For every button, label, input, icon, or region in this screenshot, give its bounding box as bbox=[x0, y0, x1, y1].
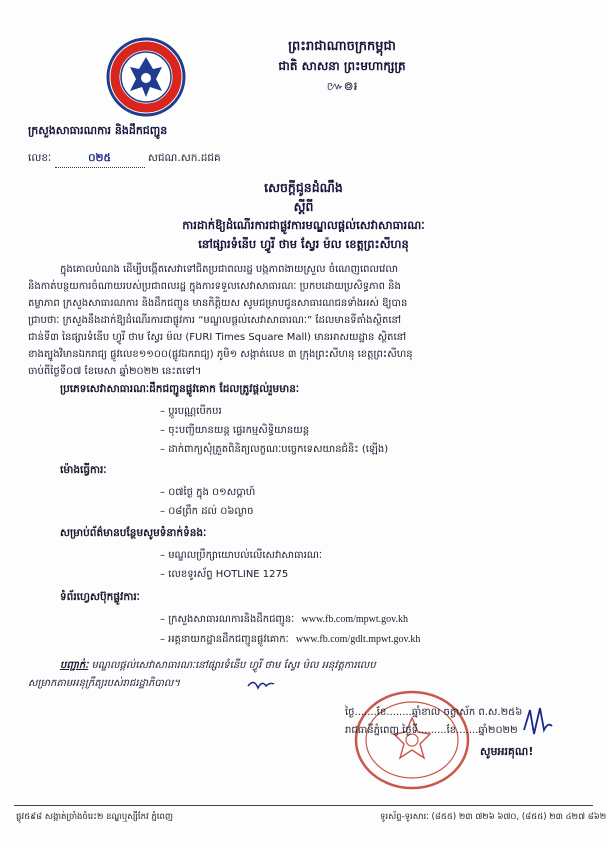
facebook-link[interactable]: www.fb.com/mpwt.gov.kh bbox=[301, 614, 409, 625]
body-line: តម្លាភាព ក្រសួងសាធារណការ និងដឹកជញ្ជូន មានកិត្តិយស សូមជម្រាបជូនសាធារណជនទាំងអស់ ឱ្យបាន bbox=[28, 298, 408, 309]
contact-item: – មណ្ឌលប្រឹក្សាយោបល់លើសេវាសាធារណៈ bbox=[160, 550, 323, 561]
footer-phone: ទូរស័ព្ទ-ទូរសារៈ (៨៥៥) ២៣ ៧២៦ ៦៧០, (៨៥៥) ២៣ ៤២៧ ៨៦២ bbox=[380, 812, 607, 822]
national-motto: ជាតិ សាសនា ព្រះមហាក្សត្រ bbox=[278, 59, 406, 73]
service-item: – ប្តូរបណ្ណបើកបរ bbox=[160, 406, 222, 417]
hours-item: – ០៧ថ្ងៃ ក្នុង ០១សប្តាហ៍ bbox=[160, 487, 256, 498]
reference-number: ០២៥ bbox=[55, 152, 145, 168]
signature bbox=[520, 700, 554, 748]
facebook-link[interactable]: www.fb.com/gdlt.mpwt.gov.kh bbox=[295, 634, 421, 645]
lunar-date: ថ្ងៃ.......ខែ........ឆ្នាំខាល ចត្វាស័ក ព.ស.២៥៦ bbox=[345, 707, 523, 718]
notice-location: នៅផ្សារទំនើប ហ្វូរី ថាម ស្វែរ ម៉ល ខេត្តព្រះសីហនុ bbox=[198, 237, 409, 251]
facebook-heading: ទំព័រហ្វេសប៊ុកផ្លូវការៈ bbox=[60, 591, 140, 603]
service-item: – ដាក់ពាក្យសុំត្រួតពិនិត្យលក្ខណៈបច្ចេកទេសយានជំនិះ (ឡើង) bbox=[160, 444, 389, 455]
ministry-name: ក្រសួងសាធារណការ និងដឹកជញ្ជូន bbox=[28, 124, 168, 137]
facebook-item: – អគ្គនាយកដ្ឋានដឹកជញ្ជូនផ្លូវគោកៈ www.fb.com/gdlt.mpwt.gov.kh bbox=[160, 634, 421, 645]
hours-heading: ម៉ោងធ្វើការៈ bbox=[60, 464, 107, 476]
header-ornament: ៚៙៛ bbox=[326, 79, 358, 93]
service-item: – ចុះបញ្ជីយានយន្ត ផ្ទេរកម្មសិទ្ធិយានយន្ត bbox=[160, 425, 310, 436]
official-seal bbox=[352, 688, 472, 792]
reference-line bbox=[28, 152, 221, 168]
note-line: សម្រាកតាមអនុក្រឹត្យរបស់រាជរដ្ឋាភិបាល។ bbox=[28, 678, 181, 689]
contact-heading: សម្រាប់ព័ត៌មានបន្ថែមសូមទំនាក់ទំនងៈ bbox=[60, 527, 207, 539]
footer-address: ផ្លូវ៥៩៨ សង្កាត់ច្រាំងចំរេះ២ ខណ្ឌឬស្សីកែវ ភ្នំពេញ bbox=[16, 812, 173, 822]
body-line: និងកាត់បន្ថយការចំណាយរបស់ប្រជាពលរដ្ឋ ក្នុងការទទួលសេវាសាធារណៈ ប្រកបដោយប្រសិទ្ធភាព និង bbox=[28, 281, 401, 292]
notice-subject-label: ស្តីពី bbox=[293, 199, 314, 214]
footer-divider bbox=[14, 805, 593, 806]
kingdom-title: ព្រះរាជាណាចក្រកម្ពុជា bbox=[288, 39, 396, 54]
notice-title: សេចក្តីជូនដំណឹង bbox=[264, 180, 343, 195]
reference-label: លេខៈ bbox=[28, 152, 52, 164]
body-line: ក្នុងគោលបំណង ដើម្បីបង្កើតសេវាទៅជិតប្រជាពលរដ្ឋ បង្កភាពងាយស្រួល ចំណេញពេលវេលា bbox=[60, 264, 399, 275]
note-line: បញ្ជាក់ៈ មណ្ឌលផ្តល់សេវាសាធារណៈនៅផ្សារទំនើប ហ្វូរី ថាម ស្វែរ ម៉ល អនុវត្តការលេប bbox=[60, 660, 376, 671]
body-line: ខាងត្បូងវិមានឯករាជ្យ ផ្លូវលេខ១១០០(ផ្លូវឯករាជ្យ) ភូមិ១ សង្កាត់លេខ ៣ ក្រុងព្រះសីហនុ ខេត្តព្រះសីហនុ bbox=[28, 349, 413, 360]
initial-mark bbox=[246, 676, 276, 692]
notice-subject: ការដាក់ឱ្យដំណើរការជាផ្លូវការមណ្ឌលផ្តល់សេវាសាធារណៈ bbox=[182, 218, 425, 232]
reference-suffix: សជណ.សក.ដជគ bbox=[147, 152, 221, 164]
services-heading: ប្រភេទសេវាសាធារណៈដឹកជញ្ជូនផ្លូវគោក ដែលត្រូវផ្តល់រួមមានៈ bbox=[60, 383, 300, 395]
contact-item: – លេខទូរស័ព្ទ HOTLINE 1275 bbox=[160, 569, 289, 580]
body-line: ចាប់ពីថ្ងៃទី០៧ ខែមេសា ឆ្នាំ២០២២ នេះតទៅ។ bbox=[28, 366, 202, 377]
body-line: ជ្រាបថាៈ ក្រសួងនឹងដាក់ឱ្យដំណើរការជាផ្លូវការ “មណ្ឌលផ្តល់សេវាសាធារណៈ” ដែលមានទីតាំងស្ថិតនៅ bbox=[28, 315, 402, 326]
hours-item: – ០៨ព្រឹក ដល់ ០៦ល្ងាច bbox=[160, 506, 254, 517]
facebook-item: – ក្រសួងសាធារណការនិងដឹកជញ្ជូនៈ www.fb.com/mpwt.gov.kh bbox=[160, 614, 409, 625]
thanks-text: សូមអរគុណ! bbox=[480, 745, 534, 758]
note-label: បញ្ជាក់ៈ bbox=[60, 660, 89, 671]
ministry-logo bbox=[106, 37, 186, 117]
solar-date: រាជធានីភ្នំពេញ ថ្ងៃទី.........ខែ.......ឆ្នាំ២០២២ bbox=[345, 725, 518, 736]
body-line: ជាន់ទី៣ នៃផ្សារទំនើប ហ្វូរី ថាម ស្វែរ ម៉ល (FURI Times Square Mall) មានអាសយដ្ឋាន ស្ថិតនៅ bbox=[28, 332, 407, 343]
